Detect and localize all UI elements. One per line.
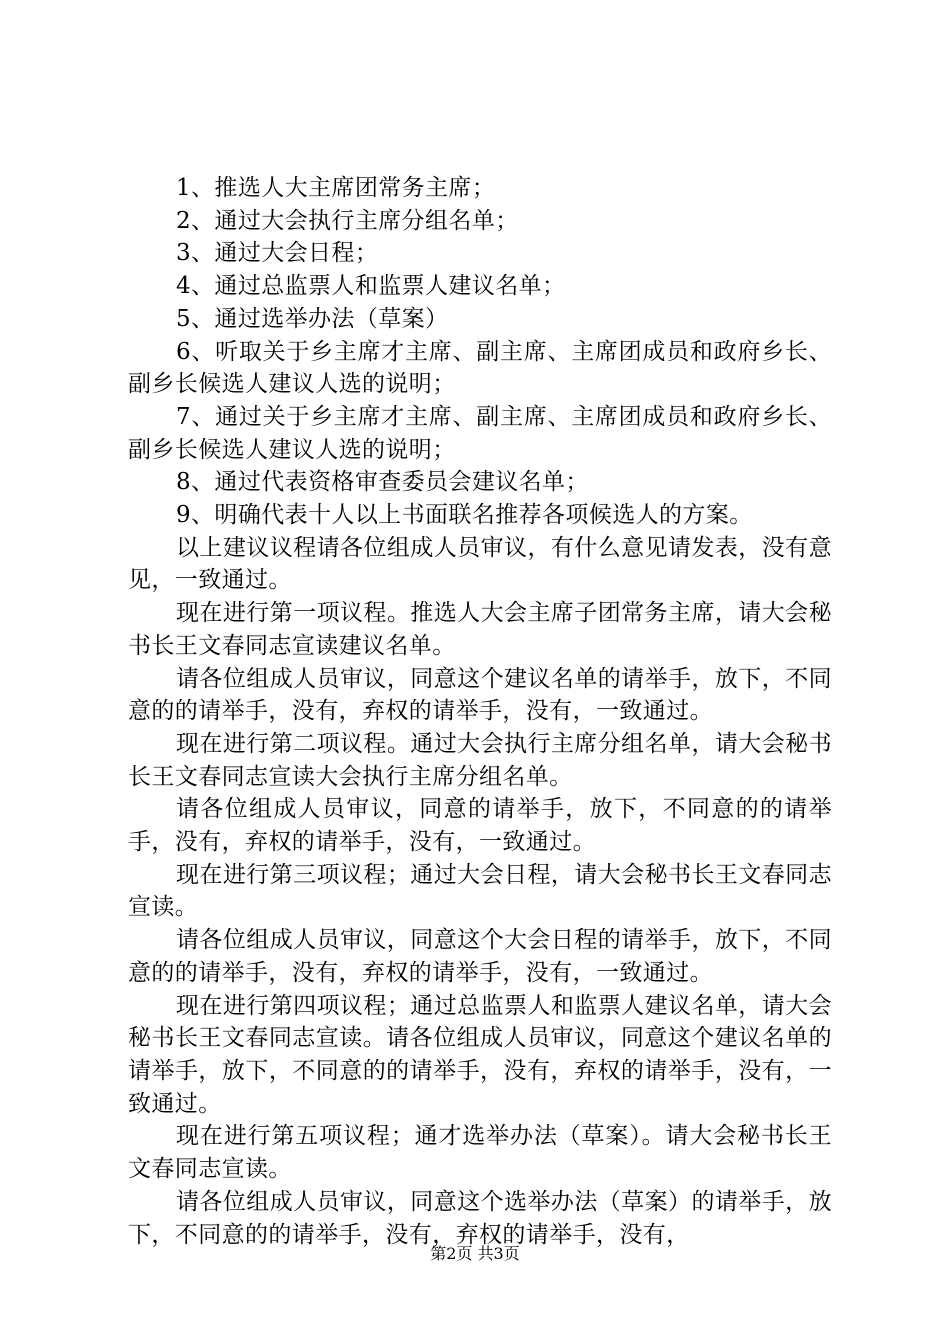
agenda-item-1: 1、推选人大主席团常务主席； xyxy=(176,175,496,201)
body-paragraph: 现在进行第三项议程；通过大会日程，请大会秘书长王文春同志宣读。 xyxy=(128,861,832,921)
body-paragraph: 请各位组成人员审议，同意这个选举办法（草案）的请举手，放下，不同意的的请举手，没有，弃权的请举手，没有， xyxy=(128,1188,832,1248)
body-paragraph: 现在进行第四项议程；通过总监票人和监票人建议名单，请大会秘书长王文春同志宣读。请各位组成人员审议，同意这个建议名单的请举手，放下，不同意的的请举手，没有，弃权的请举手，没有，一致通过。 xyxy=(128,992,832,1117)
agenda-item-9: 9、明确代表十人以上书面联名推荐各项候选人的方案。 xyxy=(176,502,753,529)
document-body xyxy=(128,172,832,1251)
page-footer xyxy=(0,1244,950,1264)
body-paragraph: 请各位组成人员审议，同意的请举手，放下，不同意的的请举手，没有，弃权的请举手，没有，一致通过。 xyxy=(128,796,832,856)
agenda-item-7: 7、通过关于乡主席才主席、副主席、主席团成员和政府乡长、副乡长候选人建议人选的说明； xyxy=(128,403,832,463)
agenda-item-2: 2、通过大会执行主席分组名单； xyxy=(176,207,519,234)
agenda-item-5: 5、通过选举办法（草案） xyxy=(176,305,449,332)
body-paragraph: 以上建议议程请各位组成人员审议，有什么意见请发表，没有意见，一致通过。 xyxy=(128,534,832,594)
agenda-item-3: 3、通过大会日程； xyxy=(176,240,379,267)
body-paragraph: 现在进行第二项议程。通过大会执行主席分组名单，请大会秘书长王文春同志宣读大会执行主席分组名单。 xyxy=(128,730,832,790)
body-paragraph: 请各位组成人员审议，同意这个大会日程的请举手，放下，不同意的的请举手，没有，弃权的请举手，没有，一致通过。 xyxy=(128,927,832,986)
body-paragraph: 现在进行第一项议程。推选人大会主席子团常务主席，请大会秘书长王文春同志宣读建议名单。 xyxy=(128,600,832,659)
agenda-item-6: 6、听取关于乡主席才主席、副主席、主席团成员和政府乡长、副乡长候选人建议人选的说明； xyxy=(128,338,832,398)
body-paragraph: 现在进行第五项议程；通才选举办法（草案）。请大会秘书长王文春同志宣读。 xyxy=(128,1123,832,1183)
page-number-label: 第2页 共3页 xyxy=(430,1244,520,1263)
agenda-item-8: 8、通过代表资格审查委员会建议名单； xyxy=(176,469,589,496)
body-paragraph: 请各位组成人员审议，同意这个建议名单的请举手，放下，不同意的的请举手，没有，弃权的请举手，没有，一致通过。 xyxy=(128,665,832,725)
agenda-item-4: 4、通过总监票人和监票人建议名单； xyxy=(176,273,566,300)
